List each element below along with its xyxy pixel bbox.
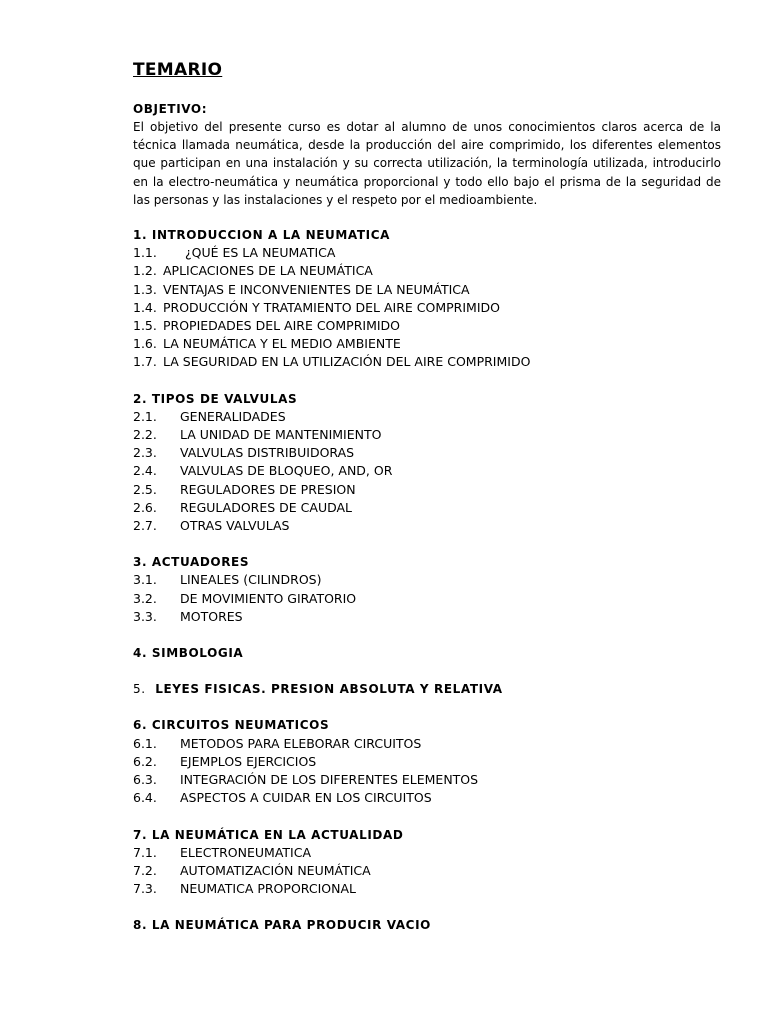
item-label: LA UNIDAD DE MANTENIMIENTO bbox=[180, 427, 382, 443]
list-item bbox=[133, 753, 721, 771]
item-number: 7.2. bbox=[133, 862, 157, 878]
item-label: VALVULAS DE BLOQUEO, AND, OR bbox=[180, 463, 393, 479]
item-number: 6.3. bbox=[133, 772, 157, 788]
item-number: 2.1. bbox=[133, 408, 157, 424]
list-item bbox=[133, 789, 721, 807]
item-label: VALVULAS DISTRIBUIDORAS bbox=[180, 445, 355, 461]
section-number: 5. bbox=[133, 682, 146, 697]
section-8 bbox=[133, 916, 721, 934]
item-number: 6.1. bbox=[133, 735, 157, 751]
item-label: ASPECTOS A CUIDAR EN LOS CIRCUITOS bbox=[180, 790, 432, 806]
list-item bbox=[133, 735, 721, 753]
section-heading: 8. LA NEUMÁTICA PARA PRODUCIR VACIO bbox=[133, 918, 431, 933]
item-number: 1.3. bbox=[133, 281, 157, 297]
item-label: DE MOVIMIENTO GIRATORIO bbox=[180, 590, 357, 606]
item-label: EJEMPLOS EJERCICIOS bbox=[180, 753, 317, 769]
item-number: 2.5. bbox=[133, 481, 157, 497]
item-number: 2.7. bbox=[133, 518, 157, 534]
objective-label: OBJETIVO: bbox=[133, 102, 208, 116]
item-number: 3.3. bbox=[133, 608, 157, 624]
item-number: 1.5. bbox=[133, 318, 157, 334]
item-number: 1.1. bbox=[133, 245, 157, 261]
list-item bbox=[133, 608, 721, 626]
item-label: PRODUCCIÓN Y TRATAMIENTO DEL AIRE COMPRIMIDO bbox=[163, 299, 500, 315]
item-label: INTEGRACIÓN DE LOS DIFERENTES ELEMENTOS bbox=[180, 772, 479, 788]
item-number: 2.4. bbox=[133, 463, 157, 479]
item-number: 1.6. bbox=[133, 336, 157, 352]
item-number: 7.3. bbox=[133, 881, 157, 897]
page-title: TEMARIO bbox=[133, 60, 223, 80]
item-number: 3.2. bbox=[133, 590, 157, 606]
item-label: REGULADORES DE CAUDAL bbox=[180, 499, 353, 515]
item-label: LA SEGURIDAD EN LA UTILIZACIÓN DEL AIRE COMPRIMIDO bbox=[163, 354, 531, 370]
item-label: NEUMATICA PROPORCIONAL bbox=[180, 881, 356, 897]
list-item bbox=[133, 462, 721, 480]
item-number: 6.2. bbox=[133, 753, 157, 769]
section-3 bbox=[133, 553, 721, 626]
item-label: METODOS PARA ELEBORAR CIRCUITOS bbox=[180, 735, 422, 751]
section-heading: 7. LA NEUMÁTICA EN LA ACTUALIDAD bbox=[133, 827, 404, 842]
item-label: APLICACIONES DE LA NEUMÁTICA bbox=[163, 263, 373, 279]
section-heading: 6. CIRCUITOS NEUMATICOS bbox=[133, 718, 330, 733]
list-item bbox=[133, 771, 721, 789]
item-label: REGULADORES DE PRESION bbox=[180, 481, 356, 497]
item-label: VENTAJAS E INCONVENIENTES DE LA NEUMÁTICA bbox=[163, 281, 470, 297]
list-item bbox=[133, 317, 721, 335]
item-number: 2.3. bbox=[133, 445, 157, 461]
item-label: PROPIEDADES DEL AIRE COMPRIMIDO bbox=[163, 318, 401, 334]
list-item bbox=[133, 880, 721, 898]
list-item bbox=[133, 281, 721, 299]
section-1 bbox=[133, 226, 721, 372]
item-label: OTRAS VALVULAS bbox=[180, 518, 290, 534]
section-heading: 1. INTRODUCCION A LA NEUMATICA bbox=[133, 228, 391, 243]
item-number: 1.2. bbox=[133, 263, 157, 279]
list-item bbox=[133, 844, 721, 862]
item-label: MOTORES bbox=[180, 608, 243, 624]
section-heading: 4. SIMBOLOGIA bbox=[133, 646, 244, 661]
section-7 bbox=[133, 826, 721, 899]
list-item bbox=[133, 444, 721, 462]
list-item bbox=[133, 590, 721, 608]
list-item bbox=[133, 299, 721, 317]
item-number: 3.1. bbox=[133, 572, 157, 588]
list-item bbox=[133, 862, 721, 880]
item-number: 7.1. bbox=[133, 844, 157, 860]
list-item bbox=[133, 426, 721, 444]
list-item bbox=[133, 571, 721, 589]
item-number: 1.7. bbox=[133, 354, 157, 370]
section-2 bbox=[133, 390, 721, 536]
list-item bbox=[133, 353, 721, 371]
list-item bbox=[133, 262, 721, 280]
list-item bbox=[133, 335, 721, 353]
section-heading: 2. TIPOS DE VALVULAS bbox=[133, 391, 298, 406]
section-6 bbox=[133, 716, 721, 807]
item-number: 2.2. bbox=[133, 427, 157, 443]
objective-block bbox=[133, 100, 721, 209]
item-number: 1.4. bbox=[133, 299, 157, 315]
item-label: LINEALES (CILINDROS) bbox=[180, 572, 322, 588]
item-label: AUTOMATIZACIÓN NEUMÁTICA bbox=[180, 862, 371, 878]
item-number: 6.4. bbox=[133, 790, 157, 806]
list-item bbox=[133, 408, 721, 426]
item-label: ¿QUÉ ES LA NEUMATICA bbox=[185, 245, 336, 261]
objective-text: El objetivo del presente curso es dotar al alumno de unos conocimientos claros acerca de la técnica llamada neumática, desde la producción del aire comprimido, los diferentes elementos que participan en una instalación y su correcta utilización, la terminología utilizada, introducirlo en la electro-neumática y neumática proporcional y todo ello bajo el prisma de la seguridad de las personas y las instalaciones y el respeto por el medioambiente. bbox=[133, 120, 721, 207]
item-label: GENERALIDADES bbox=[180, 408, 286, 424]
document-page bbox=[133, 58, 721, 953]
section-heading bbox=[133, 680, 721, 698]
list-item bbox=[133, 517, 721, 535]
list-item bbox=[133, 481, 721, 499]
section-5 bbox=[133, 680, 721, 698]
section-title: LEYES FISICAS. PRESION ABSOLUTA Y RELATIVA bbox=[155, 682, 503, 697]
section-heading: 3. ACTUADORES bbox=[133, 555, 250, 570]
item-label: ELECTRONEUMATICA bbox=[180, 844, 312, 860]
list-item bbox=[133, 244, 721, 262]
section-4 bbox=[133, 644, 721, 662]
list-item bbox=[133, 499, 721, 517]
item-number: 2.6. bbox=[133, 499, 157, 515]
item-label: LA NEUMÁTICA Y EL MEDIO AMBIENTE bbox=[163, 336, 401, 352]
